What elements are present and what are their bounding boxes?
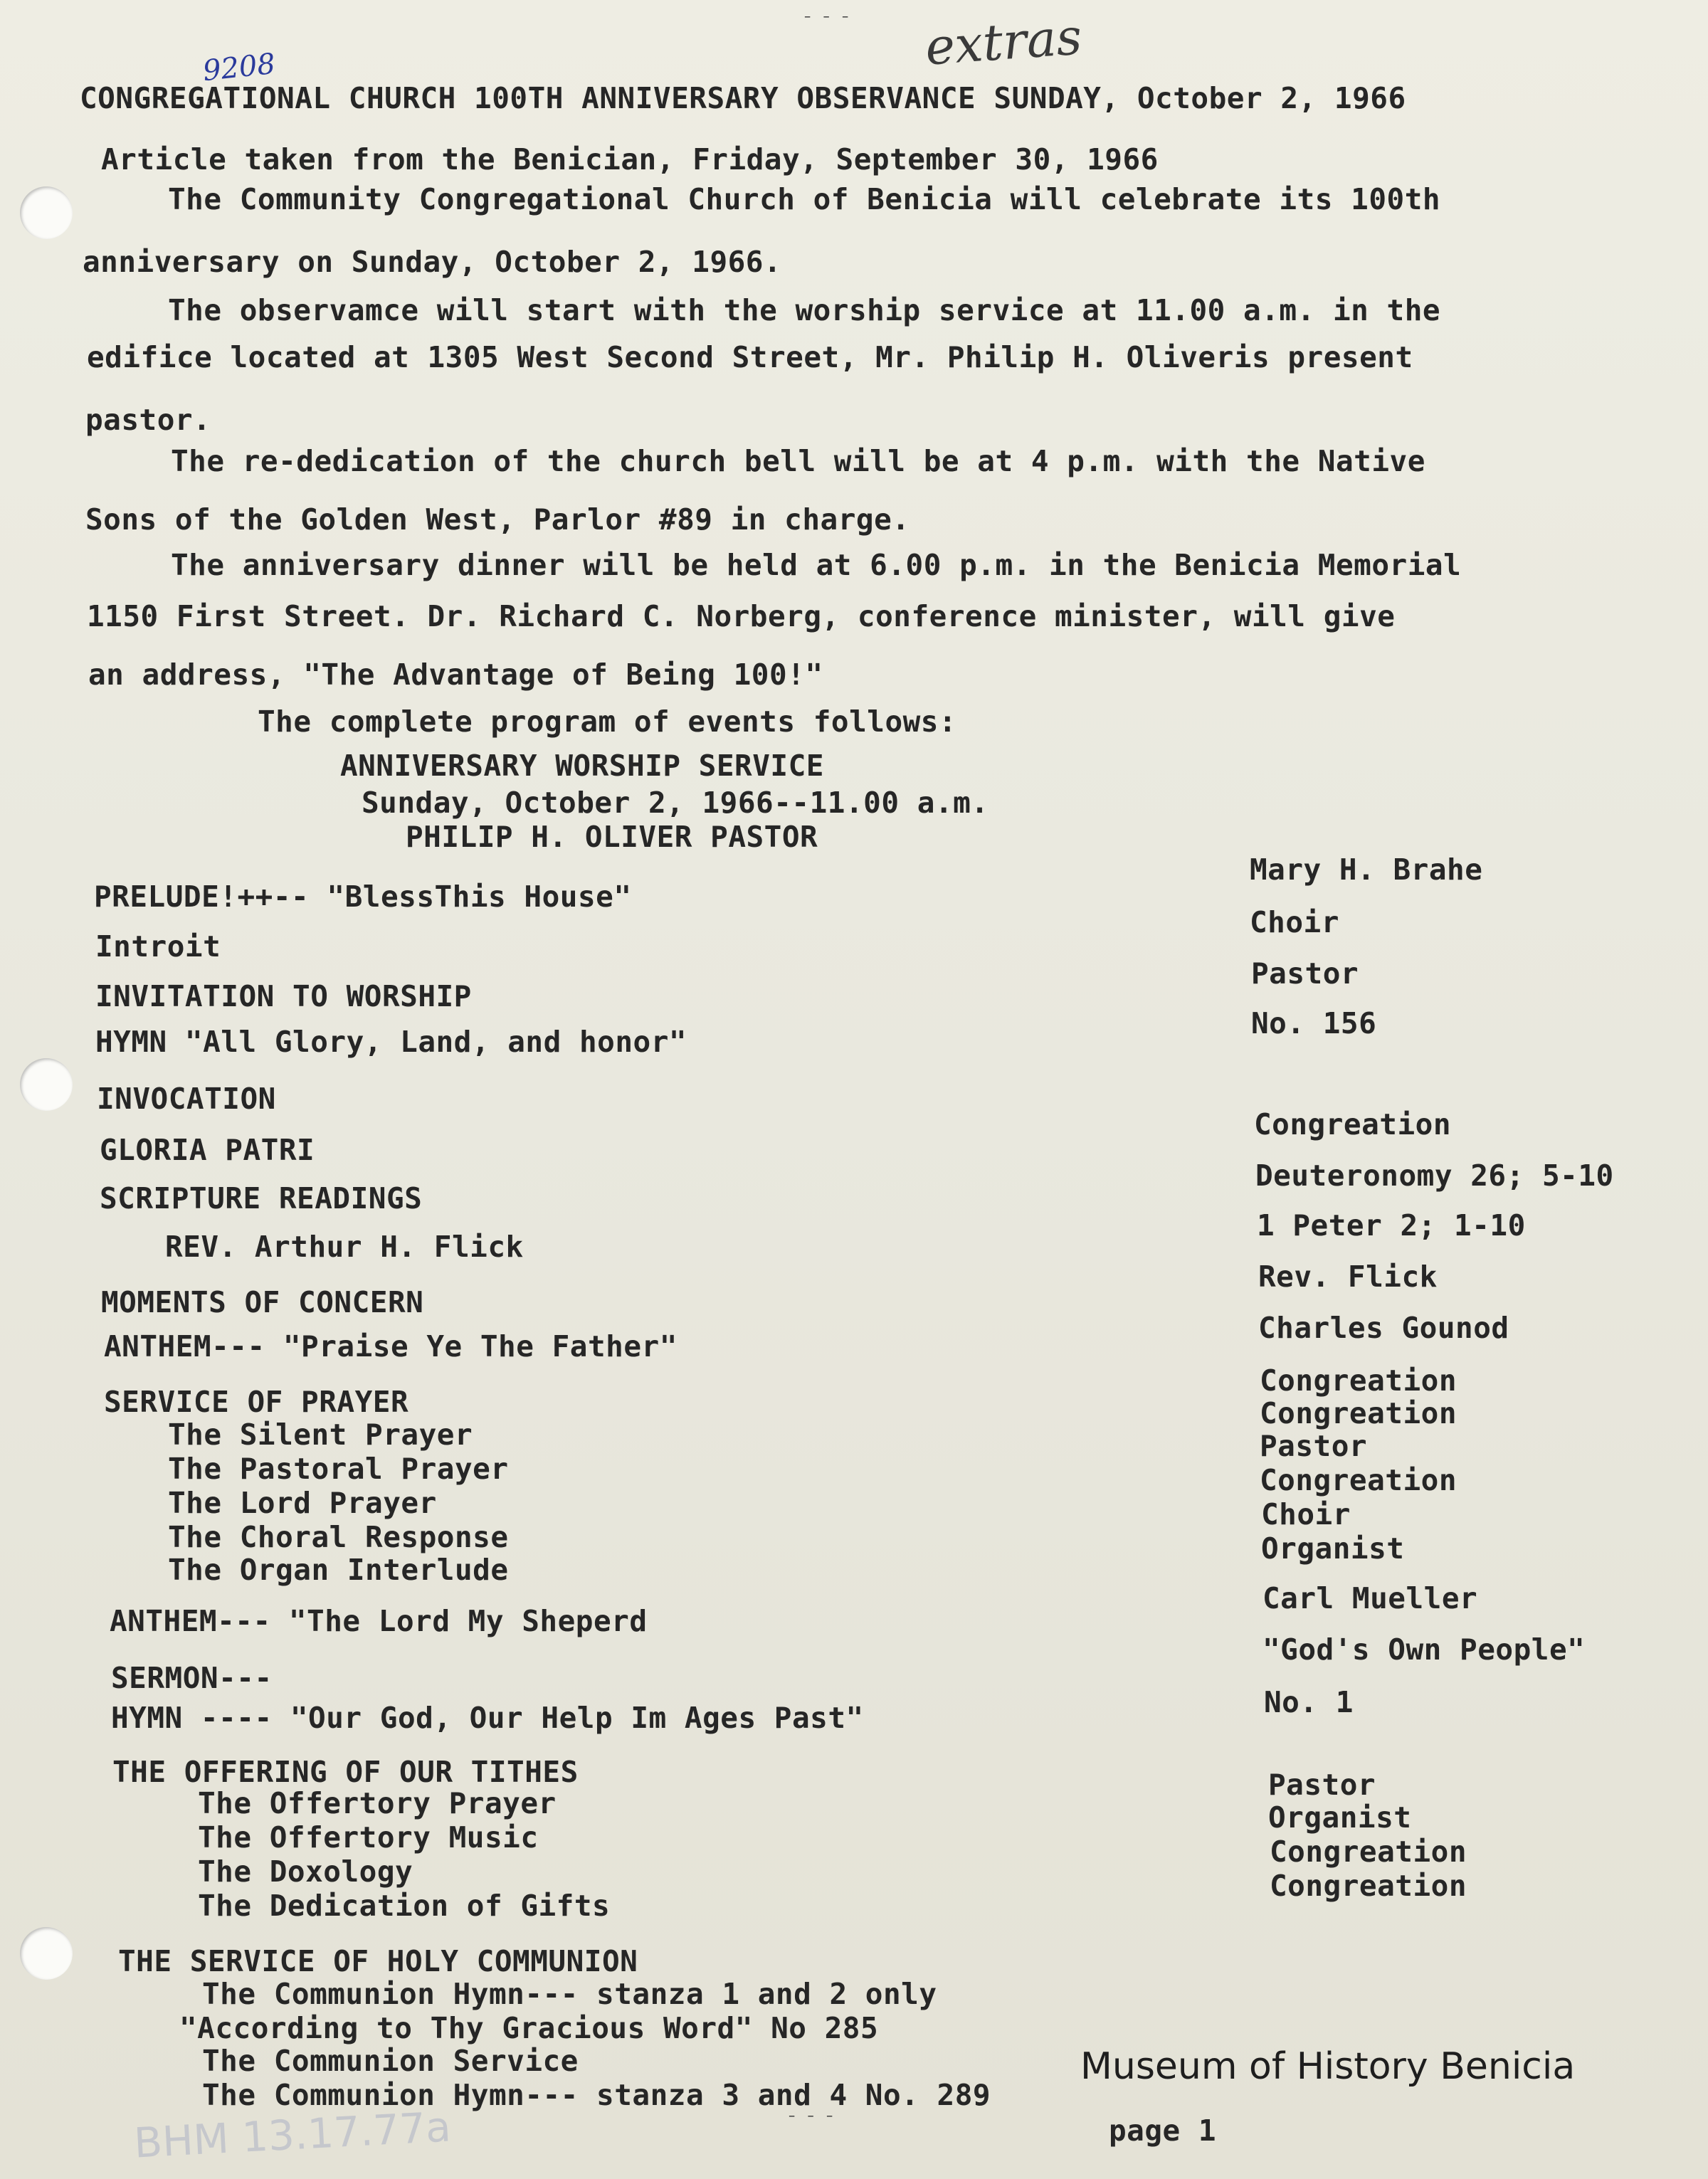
program-role: 1 Peter 2; 1-10	[1257, 1208, 1526, 1242]
program-item: SCRIPTURE READINGS	[100, 1181, 423, 1215]
article-line: The observamce will start with the worship service at 11.00 a.m. in the	[168, 293, 1441, 327]
article-line: an address, "The Advantage of Being 100!"	[88, 658, 823, 692]
program-item: THE SERVICE OF HOLY COMMUNION	[118, 1944, 638, 1978]
program-item: The Choral Response	[168, 1520, 509, 1554]
program-item: SERMON---	[111, 1661, 273, 1695]
handwritten-number: 9208	[201, 47, 277, 88]
program-role: Pastor	[1268, 1768, 1376, 1802]
program-item: The Communion Hymn--- stanza 3 and 4 No. 289	[202, 2078, 991, 2112]
program-item: INVITATION TO WORSHIP	[95, 979, 472, 1013]
museum-watermark: Museum of History Benicia	[1080, 2045, 1576, 2088]
program-item: The Doxology	[198, 1854, 413, 1889]
program-role: Choir	[1261, 1497, 1351, 1531]
program-heading: Sunday, October 2, 1966--11.00 a.m.	[362, 786, 989, 820]
program-item: ANTHEM--- "The Lord My Sheperd	[110, 1604, 648, 1638]
program-item: The Pastoral Prayer	[168, 1452, 509, 1486]
program-heading: PHILIP H. OLIVER PASTOR	[406, 820, 818, 854]
program-role: Pastor	[1251, 956, 1359, 991]
program-role: Rev. Flick	[1258, 1260, 1438, 1294]
program-role: Congreation	[1260, 1363, 1457, 1398]
program-role: Congreation	[1270, 1869, 1467, 1903]
program-item: SERVICE OF PRAYER	[104, 1385, 409, 1419]
program-item: The Offertory Music	[198, 1820, 539, 1854]
program-item: HYMN "All Glory, Land, and honor"	[95, 1025, 687, 1059]
article-line: The complete program of events follows:	[258, 705, 957, 739]
program-item: The Dedication of Gifts	[198, 1889, 611, 1923]
program-item: The Communion Service	[202, 2044, 579, 2078]
program-item: "According to Thy Gracious Word" No 285	[179, 2011, 879, 2045]
smudge-mark: ⁻ ⁻ ⁻	[803, 11, 850, 29]
smudge-mark: ⁻ ⁻ ⁻	[787, 2111, 835, 2128]
program-role: Organist	[1261, 1531, 1405, 1566]
article-line: The re-dedication of the church bell will be at 4 p.m. with the Native	[171, 444, 1425, 478]
program-role: Deuteronomy 26; 5-10	[1255, 1159, 1614, 1193]
article-line: edifice located at 1305 West Second Street, Mr. Philip H. Oliveris present	[87, 340, 1413, 374]
article-line: Sons of the Golden West, Parlor #89 in charge.	[85, 502, 910, 537]
program-item: HYMN ---- "Our God, Our Help Im Ages Past"	[111, 1701, 864, 1735]
program-role: Congreation	[1254, 1107, 1452, 1141]
program-item: MOMENTS OF CONCERN	[101, 1285, 424, 1319]
program-item: GLORIA PATRI	[100, 1133, 315, 1167]
pencil-catalog-number: BHM 13.17.77a	[132, 2102, 453, 2168]
punch-hole	[20, 1058, 73, 1111]
punch-hole	[20, 1927, 73, 1980]
program-heading: ANNIVERSARY WORSHIP SERVICE	[340, 749, 824, 783]
article-line: anniversary on Sunday, October 2, 1966.	[83, 245, 782, 279]
program-role: Mary H. Brahe	[1250, 853, 1483, 887]
program-item: PRELUDE!++-- "BlessThis House"	[94, 880, 632, 914]
program-role: Pastor	[1260, 1429, 1368, 1463]
program-role: Choir	[1250, 905, 1339, 939]
article-line: 1150 First Street. Dr. Richard C. Norberg, conference minister, will give	[87, 599, 1396, 633]
program-item: THE OFFERING OF OUR TITHES	[112, 1755, 579, 1789]
program-role: Congreation	[1270, 1835, 1467, 1869]
program-item: The Organ Interlude	[168, 1553, 509, 1587]
punch-hole	[20, 186, 73, 239]
program-item: The Offertory Prayer	[198, 1786, 557, 1820]
article-line: The Community Congregational Church of Benicia will celebrate its 100th	[168, 182, 1441, 216]
program-item: The Silent Prayer	[168, 1418, 473, 1452]
handwritten-note: extras	[923, 7, 1084, 77]
program-role: Carl Mueller	[1262, 1581, 1478, 1615]
article-line: The anniversary dinner will be held at 6.00 p.m. in the Benicia Memorial	[171, 548, 1462, 582]
source-line: Article taken from the Benician, Friday, September 30, 1966	[101, 142, 1159, 176]
program-role: Organist	[1268, 1800, 1412, 1835]
program-role: No. 156	[1251, 1006, 1377, 1040]
document-title: CONGREGATIONAL CHURCH 100TH ANNIVERSARY OBSERVANCE SUNDAY, October 2, 1966	[80, 81, 1406, 115]
article-line: pastor.	[85, 403, 211, 437]
program-role: "God's Own People"	[1262, 1632, 1586, 1667]
program-item: INVOCATION	[97, 1082, 276, 1116]
program-item: Introit	[95, 929, 221, 964]
program-role: Charles Gounod	[1258, 1311, 1509, 1345]
program-role: No. 1	[1264, 1685, 1354, 1719]
program-item: The Communion Hymn--- stanza 1 and 2 only	[202, 1977, 937, 2011]
program-item: The Lord Prayer	[168, 1486, 437, 1520]
program-item: ANTHEM--- "Praise Ye The Father"	[104, 1329, 678, 1363]
program-item: REV. Arthur H. Flick	[165, 1230, 524, 1264]
program-role: Congreation	[1260, 1396, 1457, 1430]
program-role: Congreation	[1260, 1463, 1457, 1497]
page-number: page 1	[1109, 2114, 1217, 2148]
